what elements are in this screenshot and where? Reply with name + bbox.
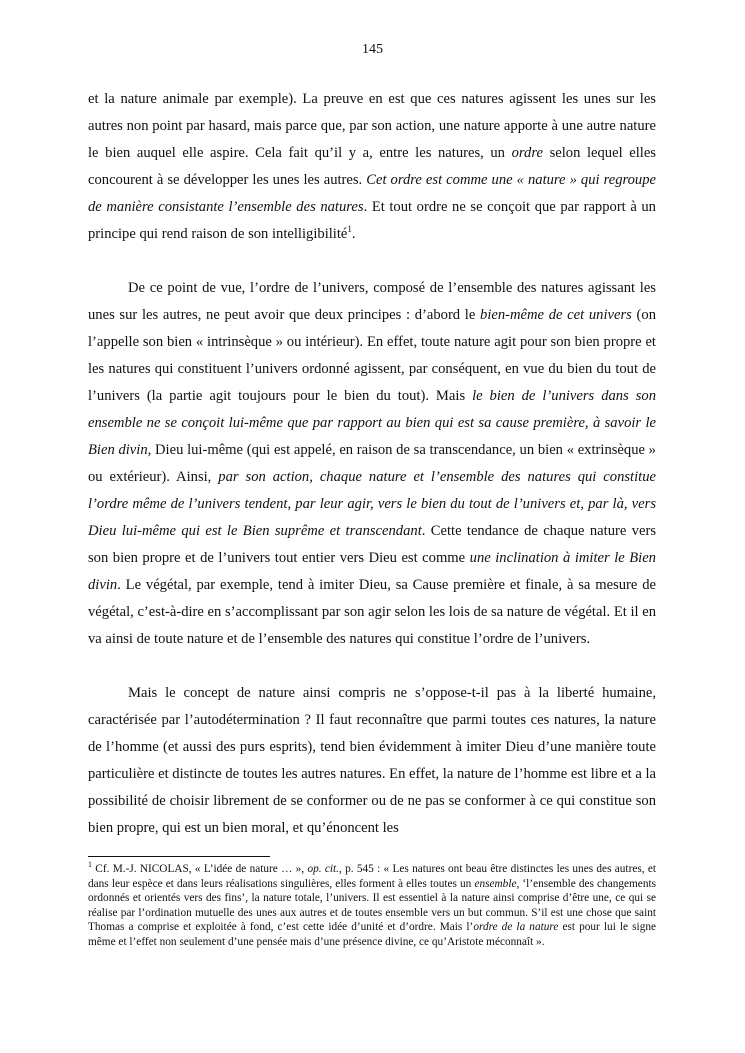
paragraph-2-emphasis-1: bien-même de cet univers <box>480 307 632 323</box>
paragraph-3 <box>88 680 656 842</box>
paragraph-1-text-1: et la nature animale par exemple). La preuve en est que ces natures agissent les unes sur les autres non point par hasard, mais parce que, par son action, une nature apporte à une autre nature le bien auquel elle aspire. Cela fait qu’il y a, entre les natures, un <box>88 91 656 161</box>
paragraph-1-text-3: . Et tout ordre ne se conçoit que par rapport à un principe qui rend raison de son intelligibilité <box>88 199 656 242</box>
paragraph-2-text-5: . Le végétal, par exemple, tend à imiter Dieu, sa Cause première et finale, à sa mesure de végétal, c’est-à-dire en s’accomplissant par son agir selon les lois de sa nature de végétal. Et il en va ainsi de toute nature et de l’ensemble des natures qui constitue l’ordre de l’univers. <box>88 577 656 647</box>
paragraph-1-text-4: . <box>351 226 356 242</box>
paragraph-1 <box>88 86 656 248</box>
body-text <box>88 86 656 842</box>
paragraph-2 <box>88 275 656 653</box>
paragraph-2-emphasis-4: une inclination à imiter le Bien divin <box>88 550 656 593</box>
paragraph-2-text-1: De ce point de vue, l’ordre de l’univers, composé de l’ensemble des natures agissant les unes sur les autres, ne peut avoir que deux principes : d’abord le <box>88 280 656 323</box>
footnote-text-3: ‘l’ensemble des changements ordonnés et orientés vers des fins’, la nature totale, l’univers. Il est essentiel à la nature ainsi comprise d’être une, ce qui se réalise par l’ordination mutuelle des unes aux autres et de toutes ensemble vers un but commun. S’il est une chose que saint Thomas a comprise et exploitée à fond, c’est cette idée d’unité et d’ordre. Mais l’ <box>88 877 657 934</box>
footnote <box>88 862 656 950</box>
footnote-number: 1 <box>88 860 92 870</box>
footnote-emphasis-2: ensemble, <box>474 877 520 890</box>
footnote-emphasis-1: op. cit. <box>307 863 339 875</box>
paragraph-1-text-2: selon lequel elles concourent à se développer les unes les autres. <box>88 145 656 188</box>
page-number: 145 <box>362 42 383 57</box>
footnote-emphasis-3: ordre de la nature <box>473 921 559 934</box>
paragraph-2-emphasis-3: par son action, chaque nature et l’ensemble des natures qui constitue l’ordre même de l’univers tendent, par leur agir, vers le bien du tout de l’univers et, par là, vers Dieu lui-même qui est le Bien suprême et transcendant <box>88 469 656 539</box>
paragraph-1-emphasis-1: ordre <box>511 145 543 161</box>
paragraph-2-text-3: , Dieu lui-même (qui est appelé, en raison de sa transcendance, un bien « extrinsèque » ou extérieur). Ainsi, <box>88 442 656 485</box>
footnote-reference[interactable]: 1 <box>347 224 352 235</box>
footnote-text-4: est pour lui le signe même et l’effet non seulement d’une pensée mais d’une présence divine, ce qu’Aristote méconnaît ». <box>88 921 657 948</box>
footnote-separator <box>88 856 270 857</box>
paragraph-2-text-2: (on l’appelle son bien « intrinsèque » ou intérieur). En effet, toute nature agit pour son bien propre et les natures qui constituent l’univers ordonné agissent, par conséquent, en vue du bien du tout de l’univers (la partie agit toujours pour le bien du tout). Mais <box>88 307 656 404</box>
paragraph-3-text-1: Mais le concept de nature ainsi compris ne s’oppose-t-il pas à la liberté humaine, caractérisée par l’autodétermination ? Il faut reconnaître que parmi toutes ces natures, la nature de l’homme (et aussi des purs esprits), tend bien évidemment à imiter Dieu d’une manière toute particulière et distincte de toutes les autres natures. En effet, la nature de l’homme est libre et a la possibilité de choisir librement de se conformer ou de ne pas se conformer à ce qui constitue son bien propre, qui est un bien moral, et qu’énoncent les <box>88 685 656 836</box>
footnote-text-1: Cf. M.-J. NICOLAS, « L’idée de nature … », <box>92 863 308 875</box>
footnote-text-2: , p. 545 : « Les natures ont beau être distinctes les unes des autres, et dans leur espèce et dans leurs réalisations singulières, elles forment à elles toutes un <box>88 863 657 890</box>
paragraph-1-emphasis-2: Cet ordre est comme une « nature » qui regroupe de manière consistante l’ensemble des natures <box>88 172 657 215</box>
paragraph-2-emphasis-2: le bien de l’univers dans son ensemble ne se conçoit lui-même que par rapport au bien qui est sa cause première, à savoir le Bien divin <box>88 388 656 458</box>
paragraph-2-text-4: . Cette tendance de chaque nature vers son bien propre et de l’univers tout entier vers Dieu est comme <box>88 523 656 566</box>
